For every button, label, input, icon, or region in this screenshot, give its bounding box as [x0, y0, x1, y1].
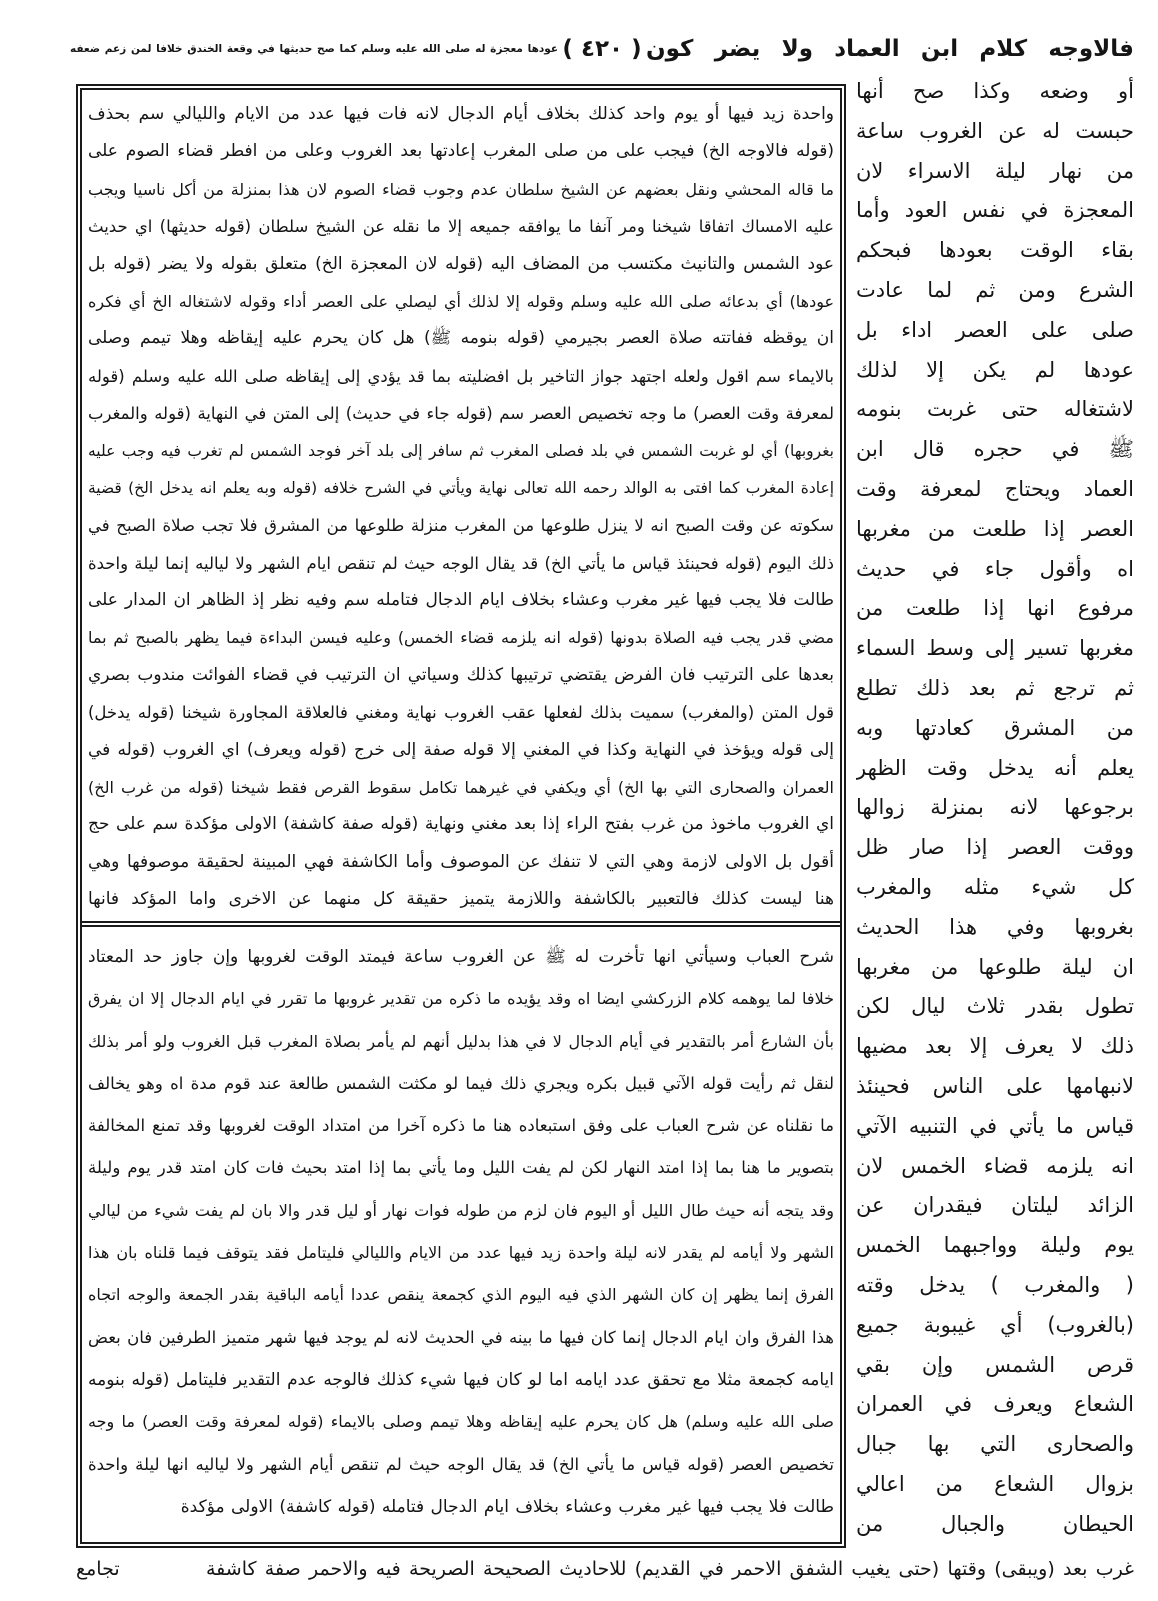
- catchword: تجامع: [76, 1558, 120, 1580]
- commentary-line: (قوله فالاوجه الخ) فيجب على من صلى المغرب إعادتها بعد الغروب وعلى من افطر قضاء الصوم على: [88, 141, 834, 162]
- margin-line: الزائد ليلتان فيقدران عن: [856, 1193, 1134, 1218]
- margin-line: بقاء الوقت بعودها فبحكم: [856, 238, 1134, 263]
- margin-line: المعجزة في نفس العود وأما: [856, 198, 1134, 223]
- margin-line: ان ليلة طلوعها من مغربها: [856, 954, 1134, 979]
- commentary-line: إعادة المغرب كما افتى به الوالد رحمه الله تعالى نهاية ويأتي في الشرح خلافه (قوله وبه يعلم انه يدخل الخ) قضية: [88, 478, 834, 497]
- margin-line: يوم وليلة وواجبهما الخمس: [856, 1233, 1134, 1258]
- commentary-line: هذا الفرق وان ايام الدجال إنما كان فيها ما بينه في الحديث لانه لم يوجد فيها شهر متميز الطرفين فان بعض: [88, 1327, 834, 1347]
- margin-column: [856, 72, 1134, 1544]
- commentary-line: سكوته عن وقت الصبح انه لا ينزل طلوعها من المغرب منزلة طلوعها من المشرق فلا تجب صلاة الصبح في: [88, 516, 834, 536]
- commentary-line: بعدها على الترتيب فان الفرض يقتضي ترتيبها كذلك وسياتي ان الترتيب في قضاء الفوائت مندوب بصري: [88, 664, 834, 685]
- margin-line: لانبهامها على الناس فحينئذ: [856, 1073, 1134, 1098]
- page-header: [70, 26, 1134, 72]
- margin-line: من نهار ليلة الاسراء لان: [856, 158, 1134, 183]
- commentary-line: شرح العباب وسيأتي انها تأخرت له ﷺ عن الغروب ساعة فيمتد الوقت لغروبها وإن جاوز حد المعتاد: [88, 947, 834, 967]
- margin-line: ووقت العصر إذا صار ظل: [856, 835, 1134, 860]
- commentary-line: اي الغروب ماخوذ من غرب بفتح الراء إذا بعد مغني ونهاية (قوله صفة كاشفة) الاولى مؤكدة سم على حج: [88, 814, 834, 835]
- commentary-line: لنقل ثم رأيت قوله الآتي قبيل بكره ويجري ذلك فيما لو مكثت الشمس طالعة عند قوم مدة اه وهو يخالف: [88, 1073, 834, 1093]
- margin-line: اه وأقول جاء في حديث: [856, 556, 1134, 581]
- commentary-line: ذلك اليوم (قوله فحينئذ قياس ما يأتي الخ) قد يقال الوجه حيث لم تنقص ايام الشهر ولا لياليه إنما ليلة واحدة: [88, 553, 834, 573]
- commentary-line: الفرق إنما يظهر إن كان الشهر الذي فيه اليوم الذي كجمعة ينقص عددا أيامه الباقية بقدر الجمعة والوجه اتجاه: [88, 1285, 834, 1305]
- commentary-line: تخصيص العصر (قوله قياس ما يأتي الخ) قد يقال الوجه حيث لم تنقص أيام الشهر ولا لياليه انها ليلة واحدة: [88, 1454, 834, 1474]
- commentary-line: العمران والصحارى التي بها الخ) أي ويكفي في غيرهما تكامل سقوط القرص فقط شيخنا (قوله من غرب الخ): [88, 778, 834, 798]
- margin-line: من المشرق كعادتها وبه: [856, 715, 1134, 740]
- margin-line: الشرع ومن ثم لما عادت: [856, 277, 1134, 302]
- margin-line: قياس ما يأتي في التنبيه الآتي: [856, 1113, 1134, 1138]
- commentary-line: أقول بل الاولى لازمة وهي التي لا تنفك عن الموصوف وأما الكاشفة فهي المبينة لحقيقة موصوفها وهي: [88, 851, 834, 872]
- upper-commentary: [88, 96, 834, 919]
- margin-line: تطول بقدر ثلاث ليال لكن: [856, 994, 1134, 1019]
- commentary-line: بأن الشارع أمر بالتقدير في أيام الدجال لا في هذا بدليل أنهم لم يأمر بصلاة المغرب قبل الغروب ولو أمر بذلك: [88, 1031, 834, 1051]
- commentary-line: عودها) أي بدعائه صلى الله عليه وسلم وقوله إلا لذلك أي ليصلي على العصر أداء وقوله لاشتغاله الخ أي فكره: [88, 291, 834, 311]
- margin-line: يعلم أنه يدخل وقت الظهر: [856, 755, 1134, 780]
- margin-line: عودها لم يكن إلا لذلك: [856, 357, 1134, 382]
- margin-line: الشعاع ويعرف في العمران: [856, 1392, 1134, 1417]
- margin-line: حبست له عن الغروب ساعة: [856, 118, 1134, 143]
- margin-line: بزوال الشعاع من اعالي: [856, 1471, 1134, 1496]
- commentary-line: طالت فلا يجب فيها غير مغرب وعشاء بخلاف ايام الدجال فتامله سم وفيه نظر إذ الظاهر ان المدار على: [88, 590, 834, 611]
- commentary-box: [76, 84, 846, 1548]
- commentary-line: طالت فلا يجب فيها غير مغرب وعشاء بخلاف ايام الدجال فتامله (قوله كاشفة) الاولى مؤكدة: [180, 1496, 834, 1517]
- commentary-line: عليه الامساك اتفاقا شيخنا ومر آنفا ما يوافقه جميعه إلا ما نقله عن الشيخ سلطان (قوله حديثها) اي حديث: [88, 217, 834, 237]
- margin-line: الحيطان والجبال من: [856, 1511, 1134, 1536]
- commentary-line: ان يوقظه ففاتته صلاة العصر بجيرمي (قوله بنومه ﷺ) هل كان يحرم عليه إيقاظه وهلا تيمم وصلى: [88, 328, 834, 349]
- lower-commentary: [88, 936, 834, 1528]
- commentary-line: مضي قدر يجب فيه الصلاة بدونها (قوله انه يلزمه قضاء الخمس) وعليه فيسن البداءة فيما يظهر بالصبح ثم بما: [88, 628, 834, 648]
- margin-line: ﷺ في حجره قال ابن: [856, 437, 1134, 462]
- section-divider: [82, 921, 840, 927]
- commentary-line: ما نقلناه عن شرح العباب على وفق استبعاده هنا ما ذكره آخرا من امتداد الوقت لغروبها وقد تمنع المخالفة: [88, 1116, 834, 1136]
- page-number: ( ٤٢٠ ): [562, 36, 642, 62]
- commentary-line: هنا ليست كذلك فالتعبير بالكاشفة واللازمة يتميز حقيقة كل منهما عن الاخرى واما المؤكد فانها: [88, 889, 834, 910]
- commentary-line: بغروبها) أي لو غربت الشمس في بلد فصلى المغرب ثم سافر إلى بلد آخر فوجد الشمس لم تغرب فيه وجب عليه: [88, 441, 834, 460]
- margin-line: ثم ترجع ثم بعد ذلك تطلع: [856, 675, 1134, 700]
- margin-line: والصحارى التي بها جبال: [856, 1432, 1134, 1457]
- commentary-line: ما قاله المحشي ونقل بعضهم عن الشيخ سلطان عدم وجوب قضاء الصوم لان هذا بمنزلة من أكل ناسيا ويجب: [88, 179, 834, 199]
- margin-line: انه يلزمه قضاء الخمس لان: [856, 1153, 1134, 1178]
- commentary-line: بتصوير ما هنا بما إذا امتد النهار لكن لم يفت الليل وما يأتي بما إذا امتد بحيث فات كان امتد قدر يوم وليلة: [88, 1158, 834, 1178]
- margin-line: لاشتغاله حتى غربت بنومه: [856, 397, 1134, 422]
- commentary-line: إلى قوله ويؤخذ في النهاية وكذا في المغني إلا قوله صفة إلى خرج (قوله ويعرف) اي الغروب (قوله في: [88, 739, 834, 760]
- margin-line: ذلك لا يعرف إلا بعد مضيها: [856, 1034, 1134, 1059]
- margin-line: العصر إذا طلعت من مغربها: [856, 516, 1134, 541]
- commentary-line: الشهر ولا أيامه لم يقدر لانه ليلة واحدة زيد فيها عدد من الايام والليالي فليتامل فقد يتوقف فيما قلناه بان هذا: [88, 1243, 834, 1263]
- margin-line: بغروبها وفي هذا الحديث: [856, 914, 1134, 939]
- commentary-line: قول المتن (والمغرب) سميت بذلك لفعلها عقب الغروب نهاية ومغني فالعلاقة المجاورة شيخنا (قوله يدخل): [88, 703, 834, 723]
- commentary-line: بالايماء سم اقول ولعله اجتهد جواز التاخير بل افضليته بما قد يؤدي إلى إيقاظه صلى الله عليه وسلم (قوله: [88, 366, 834, 386]
- margin-line: قرص الشمس وإن بقي: [856, 1352, 1134, 1377]
- commentary-line: وقد يتجه أنه حيث طال الليل أو اليوم فان لزم من طوله فوات نهار أو ليل قدر والا بان لم يفت شيء من ليالي: [88, 1200, 834, 1220]
- footer-text: غرب بعد (ويبقى) وقتها (حتى يغيب الشفق الاحمر في القديم) للاحاديث الصحيحة الصريحة فيه والاحمر صفة كاشفة: [206, 1558, 1134, 1580]
- header-text-left: عودها معجزة له صلى الله عليه وسلم كما صح حديثها في وقعة الخندق خلافا لمن زعم ضعفه: [70, 43, 558, 55]
- page-footer: [76, 1549, 1134, 1589]
- margin-line: صلى على العصر اداء بل: [856, 317, 1134, 342]
- commentary-line: عود الشمس والتانيث مكتسب من المضاف اليه (قوله لان المعجزة الخ) متعلق بقوله ولا يضر (قوله بل: [88, 253, 834, 274]
- margin-line: ( والمغرب ) يدخل وقته: [856, 1272, 1134, 1297]
- margin-line: مرفوع انها إذا طلعت من: [856, 596, 1134, 621]
- margin-line: (بالغروب) أي غيبوبة جميع: [856, 1312, 1134, 1337]
- commentary-line: واحدة زيد فيها أو يوم واحد كذلك بخلاف أيام الدجال لانه فات فيها عدد من الايام والليالي سم بحذف: [88, 104, 834, 124]
- margin-line: كل شيء مثله والمغرب: [856, 874, 1134, 899]
- margin-line: العماد ويحتاج لمعرفة وقت: [856, 476, 1134, 501]
- commentary-line: ايامه كجمعة مثلا مع تحقق عدد ايامه اما لو كان فيها شيء كذلك فالوجه عدم التقدير فليتامل (قوله بنومه: [88, 1369, 834, 1390]
- commentary-line: خلافا لما يوهمه كلام الزركشي ايضا اه وقد يؤيده ما ذكره من تقدير غروبها ما تقرر في ايام الدجال إلا ان يفرق: [88, 989, 834, 1009]
- margin-line: برجوعها لانه بمنزلة زوالها: [856, 795, 1134, 820]
- commentary-line: صلى الله عليه وسلم) هل كان يحرم عليه إيقاظه وهلا تيمم وصلى بالايماء (قوله لمعرفة وقت العصر) ما وجه: [88, 1412, 834, 1432]
- margin-line: مغربها تسير إلى وسط السماء: [856, 636, 1134, 661]
- commentary-line: لمعرفة وقت العصر) ما وجه تخصيص العصر سم (قوله جاء في حديث) إلى المتن في النهاية (قوله والمغرب: [88, 404, 834, 424]
- header-text-right: فالاوجه كلام ابن العماد ولا يضر كون: [646, 36, 1134, 62]
- margin-line: أو وضعه وكذا صح أنها: [856, 79, 1134, 103]
